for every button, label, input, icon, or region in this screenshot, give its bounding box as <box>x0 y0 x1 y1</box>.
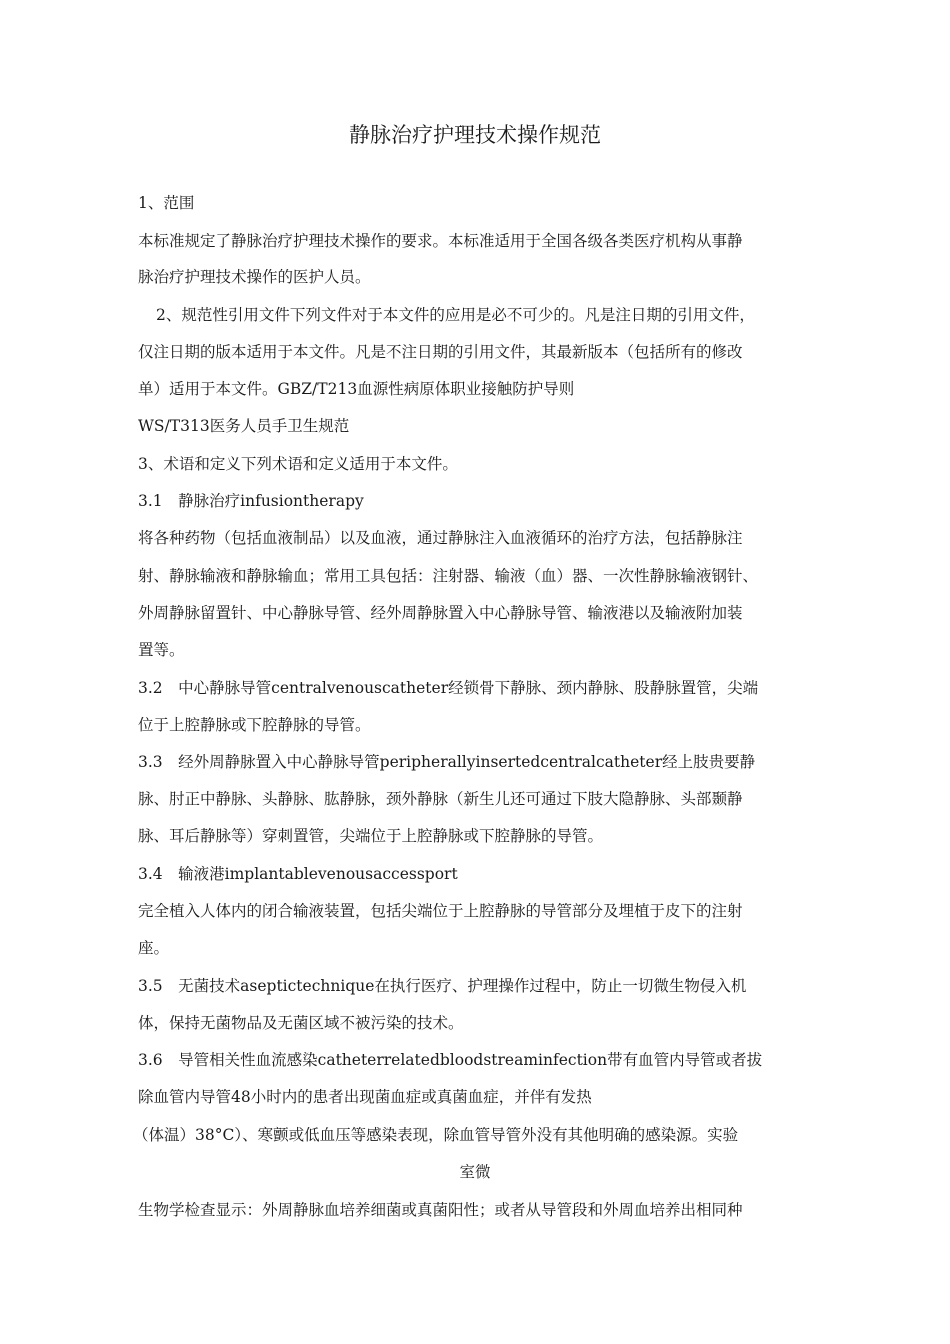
paragraph-line: 除血管内导管48小时内的患者出现菌血症或真菌血症，并伴有发热 <box>138 1088 592 1106</box>
document-title: 静脉治疗护理技术操作规范 <box>349 123 601 147</box>
paragraph-line: 体，保持无菌物品及无菌区域不被污染的技术。 <box>138 1014 464 1032</box>
term-heading: 3.4 输液港implantablevenousaccessport <box>138 865 458 883</box>
term-heading: 3.1 静脉治疗infusiontherapy <box>138 492 364 510</box>
paragraph-line: 仅注日期的版本适用于本文件。凡是不注日期的引用文件，其最新版本（包括所有的修改 <box>138 343 743 361</box>
paragraph-line: 生物学检查显示：外周静脉血培养细菌或真菌阳性；或者从导管段和外周血培养出相同种 <box>138 1201 743 1219</box>
paragraph-line: 位于上腔静脉或下腔静脉的导管。 <box>138 716 371 734</box>
term-heading: 3.3 经外周静脉置入中心静脉导管peripherallyinsertedcentralcatheter经上肢贵要静 <box>138 753 756 771</box>
section-heading-terms: 3、术语和定义下列术语和定义适用于本文件。 <box>138 455 458 473</box>
paragraph-line: （体温）38°C）、寒颤或低血压等感染表现，除血管导管外没有其他明确的感染源。实验 <box>133 1126 739 1144</box>
paragraph-line: 本标准规定了静脉治疗护理技术操作的要求。本标准适用于全国各级各类医疗机构从事静 <box>138 232 743 250</box>
term-heading: 3.2 中心静脉导管centralvenouscatheter经锁骨下静脉、颈内静脉、股静脉置管，尖端 <box>138 679 759 697</box>
term-heading: 3.5 无菌技术aseptictechnique在执行医疗、护理操作过程中，防止一切微生物侵入机 <box>138 977 747 995</box>
paragraph-line: 射、静脉输液和静脉输血；常用工具包括：注射器、输液（血）器、一次性静脉输液钢针、 <box>138 567 759 585</box>
section-heading-scope: 1、范围 <box>138 194 195 212</box>
paragraph-line: WS/T313医务人员手卫生规范 <box>138 417 350 435</box>
paragraph-line: 室微 <box>459 1163 491 1181</box>
section-heading-references: 2、规范性引用文件下列文件对于本文件的应用是必不可少的。凡是注日期的引用文件， <box>156 306 755 324</box>
paragraph-line: 脉、耳后静脉等）穿刺置管，尖端位于上腔静脉或下腔静脉的导管。 <box>138 827 604 845</box>
paragraph-line: 置等。 <box>138 641 185 659</box>
term-heading: 3.6 导管相关性血流感染catheterrelatedbloodstreaminfection带有血管内导管或者拔 <box>138 1051 763 1069</box>
paragraph-line: 外周静脉留置针、中心静脉导管、经外周静脉置入中心静脉导管、输液港以及输液附加装 <box>138 604 743 622</box>
paragraph-line: 脉治疗护理技术操作的医护人员。 <box>138 268 371 286</box>
paragraph-line: 将各种药物（包括血液制品）以及血液，通过静脉注入血液循环的治疗方法，包括静脉注 <box>138 529 743 547</box>
paragraph-line: 座。 <box>138 939 170 957</box>
paragraph-line: 脉、肘正中静脉、头静脉、肱静脉，颈外静脉（新生儿还可通过下肢大隐静脉、头部颞静 <box>138 790 743 808</box>
paragraph-line: 完全植入人体内的闭合输液装置，包括尖端位于上腔静脉的导管部分及埋植于皮下的注射 <box>138 902 743 920</box>
paragraph-line: 单）适用于本文件。GBZ/T213血源性病原体职业接触防护导则 <box>138 380 575 398</box>
